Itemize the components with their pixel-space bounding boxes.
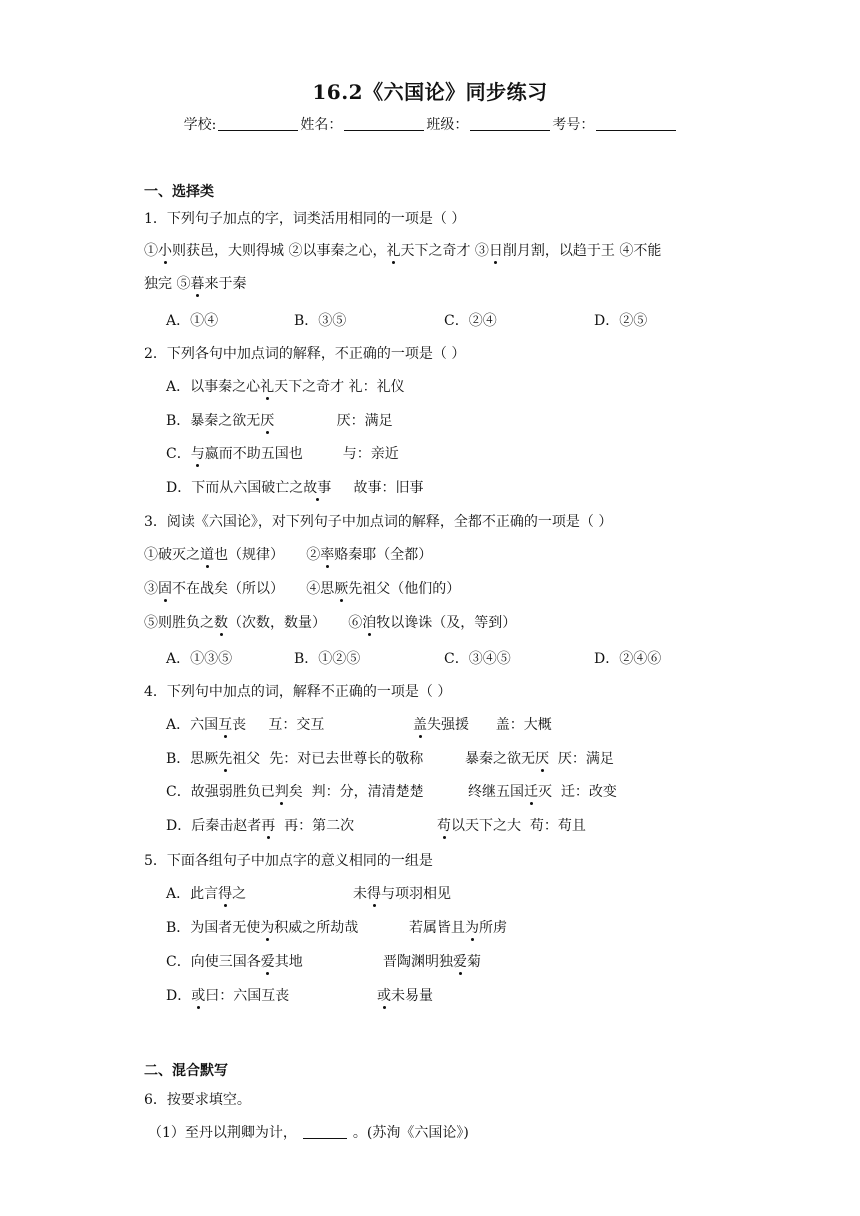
school-blank[interactable]	[218, 116, 298, 131]
q4-dotted-char: 再	[261, 818, 276, 834]
q5-text: 未	[353, 886, 367, 902]
q3-option-b[interactable]: B．①②⑤	[294, 651, 361, 667]
name-label: 姓名：	[300, 117, 343, 133]
question-3-line-2	[144, 578, 460, 598]
q5-text: A．此言	[166, 886, 219, 902]
question-3-line-1	[144, 544, 432, 564]
q3-text: ⑤则胜负之	[144, 615, 214, 631]
q4-text: B．思厥	[166, 751, 219, 767]
section-heading-choice: 一、选择类	[144, 184, 214, 200]
q4-text: 失强援 盖：大概	[427, 717, 552, 733]
q1-text: 则获邑，大则得城 ②以事秦之心，	[172, 243, 387, 259]
q2-dotted-char: 厌	[260, 413, 275, 429]
page-title: 16.2《六国论》同步练习	[312, 80, 548, 104]
q4-text: 祖父 先：对已去世尊长的敬称	[232, 751, 424, 767]
q4-text: 丧 互：交互	[232, 717, 325, 733]
q1-option-d[interactable]: D．②⑤	[594, 313, 648, 329]
q4-dotted-char: 先	[218, 751, 233, 767]
class-blank[interactable]	[470, 116, 550, 131]
q5-text: 菊	[467, 954, 481, 970]
q3-text: ③	[144, 581, 158, 597]
q4-option-d[interactable]	[166, 815, 354, 835]
q5-text: C．向使三国各	[166, 954, 261, 970]
student-info-fields	[0, 114, 860, 134]
q3-dotted-char: 固	[158, 581, 172, 597]
q3-text: 不在战矣（所以） ④思	[172, 581, 335, 597]
q2-text: 厌：满足	[274, 413, 393, 429]
q6-answer-blank[interactable]	[303, 1124, 347, 1139]
q5-text: 之	[232, 886, 247, 902]
question-1-line-1	[144, 240, 661, 260]
q4-text: 终继五国	[468, 784, 524, 800]
q2-text: 故事：旧事	[331, 480, 424, 496]
q5-dotted-char: 或	[377, 988, 391, 1004]
question-1-line-2	[144, 273, 246, 293]
q4-dotted-char: 判	[274, 784, 289, 800]
q4-text: 厌：满足	[549, 751, 614, 767]
q1-option-a[interactable]: A．①④	[166, 313, 219, 329]
q5-dotted-char: 为	[260, 920, 275, 936]
q2-text: D．下而从六国破亡之	[166, 480, 304, 496]
q2-text: A．以事秦之心	[166, 379, 261, 395]
class-label: 班级：	[426, 117, 469, 133]
question-3-line-3	[144, 612, 516, 632]
q3-option-c[interactable]: C．③④⑤	[444, 651, 511, 667]
q5-option-c-second	[383, 951, 481, 971]
q4-option-a-second	[413, 714, 552, 734]
q3-text: （次数，数量） ⑥	[228, 615, 363, 631]
q4-option-a[interactable]	[166, 714, 324, 734]
q5-text: 积威之所劫哉	[274, 920, 359, 936]
q5-option-c[interactable]	[166, 951, 303, 971]
q3-dotted-char: 厥	[334, 581, 349, 597]
q2-text: 嬴而不助五国也 与：亲近	[204, 446, 399, 462]
q5-dotted-char: 得	[218, 886, 233, 902]
q6-text: 。(苏洵《六国论》)	[352, 1125, 469, 1141]
q3-text: 赂秦耶（全都）	[334, 547, 433, 563]
q4-dotted-char: 盖	[413, 717, 427, 733]
q5-text: 曰：六国互丧	[205, 988, 290, 1004]
q2-option-a[interactable]	[166, 376, 405, 396]
q2-option-c[interactable]	[166, 443, 399, 463]
q4-text: 灭 迁：改变	[538, 784, 617, 800]
q4-option-b-second	[465, 748, 614, 768]
q1-text: 独完 ⑤	[144, 276, 191, 292]
q5-dotted-char: 为	[465, 920, 479, 936]
q4-dotted-char: 厌	[535, 751, 549, 767]
q5-dotted-char: 得	[367, 886, 381, 902]
q2-text: 天下之奇才 礼：礼仪	[274, 379, 405, 395]
question-6-sub-1	[148, 1122, 469, 1142]
q2-text: B．暴秦之欲无	[166, 413, 261, 429]
q1-dotted-char: 日	[488, 243, 503, 259]
q1-dotted-char: 礼	[386, 243, 401, 259]
question-4-stem: 4．下列句中加点的词，解释不正确的一项是（ ）	[144, 684, 452, 700]
q3-dotted-char: 洎	[362, 615, 377, 631]
question-6-stem: 6．按要求填空。	[144, 1092, 251, 1108]
q5-dotted-char: 爱	[260, 954, 275, 970]
name-blank[interactable]	[344, 116, 424, 131]
question-3-stem: 3．阅读《六国论》，对下列句子中加点词的解释，全都不正确的一项是（ ）	[144, 514, 613, 530]
q5-text: 其地	[274, 954, 303, 970]
q5-text: 所虏	[479, 920, 507, 936]
q3-dotted-char: 率	[320, 547, 335, 563]
q4-option-b[interactable]	[166, 748, 423, 768]
q5-dotted-char: 或	[191, 988, 206, 1004]
q1-text: 天下之奇才 ③	[400, 243, 489, 259]
section-heading-dictation: 二、混合默写	[144, 1063, 228, 1079]
q1-dotted-char: 小	[158, 243, 172, 259]
q5-option-a[interactable]	[166, 883, 246, 903]
question-2-stem: 2．下列各句中加点词的解释，不正确的一项是（ ）	[144, 346, 466, 362]
question-1-stem: 1．下列句子加点的字，词类活用相同的一项是（ ）	[144, 211, 466, 227]
q4-text: C．故强弱胜负已	[166, 784, 275, 800]
q3-text: ①破灭之	[144, 547, 200, 563]
q1-dotted-char: 暮	[190, 276, 205, 292]
q2-option-d[interactable]	[166, 477, 424, 497]
q4-text: 再：第二次	[275, 818, 355, 834]
q6-text: （1）至丹以荆卿为计，	[148, 1125, 297, 1141]
question-5-stem: 5．下面各组句子中加点字的意义相同的一组是	[144, 853, 433, 869]
q3-option-a[interactable]: A．①③⑤	[166, 651, 233, 667]
q3-dotted-char: 道	[200, 547, 214, 563]
q1-text: 来于秦	[204, 276, 247, 292]
q4-option-c[interactable]	[166, 781, 424, 801]
q5-text: 与项羽相见	[381, 886, 451, 902]
q1-option-c[interactable]: C．②④	[444, 313, 497, 329]
q4-text: D．后秦击赵者	[166, 818, 262, 834]
q5-option-d[interactable]	[166, 985, 289, 1005]
q2-text: C．	[166, 446, 191, 462]
examno-label: 考号：	[552, 117, 595, 133]
q2-dotted-char: 故事	[303, 480, 332, 496]
q1-text: 削月割，以趋于王 ④不能	[502, 243, 662, 259]
q5-option-d-second	[377, 985, 433, 1005]
q4-option-c-second	[468, 781, 617, 801]
q3-text: 先祖父（他们的）	[348, 581, 461, 597]
q3-text: 也（规律） ②	[214, 547, 321, 563]
q5-option-b[interactable]	[166, 917, 358, 937]
q1-option-b[interactable]: B．③⑤	[294, 313, 347, 329]
q5-text: 晋陶渊明独	[383, 954, 453, 970]
q5-option-a-second	[353, 883, 451, 903]
school-label: 学校:	[183, 117, 217, 133]
q5-option-b-second	[409, 917, 507, 937]
q3-text: 牧以谗诛（及，等到）	[376, 615, 517, 631]
q5-text: D．	[166, 988, 192, 1004]
q3-option-d[interactable]: D．②④⑥	[594, 651, 662, 667]
q4-option-d-second	[437, 815, 586, 835]
q4-dotted-char: 苟	[437, 818, 451, 834]
examno-blank[interactable]	[596, 116, 676, 131]
q4-text: 以天下之大 苟：苟且	[451, 818, 586, 834]
q2-dotted-char: 礼	[260, 379, 275, 395]
q4-dotted-char: 迁	[524, 784, 538, 800]
q2-dotted-char: 与	[190, 446, 205, 462]
q1-text: ①	[144, 243, 158, 259]
q5-text: 未易量	[391, 988, 433, 1004]
q2-option-b[interactable]	[166, 410, 393, 430]
q5-text: 若属皆且	[409, 920, 465, 936]
q4-text: 矣 判：分，清清楚楚	[288, 784, 424, 800]
q3-dotted-char: 数	[214, 615, 228, 631]
q5-dotted-char: 爱	[453, 954, 467, 970]
q4-dotted-char: 互	[218, 717, 233, 733]
q5-text: B．为国者无使	[166, 920, 261, 936]
q4-text: 暴秦之欲无	[465, 751, 535, 767]
q4-text: A．六国	[166, 717, 219, 733]
